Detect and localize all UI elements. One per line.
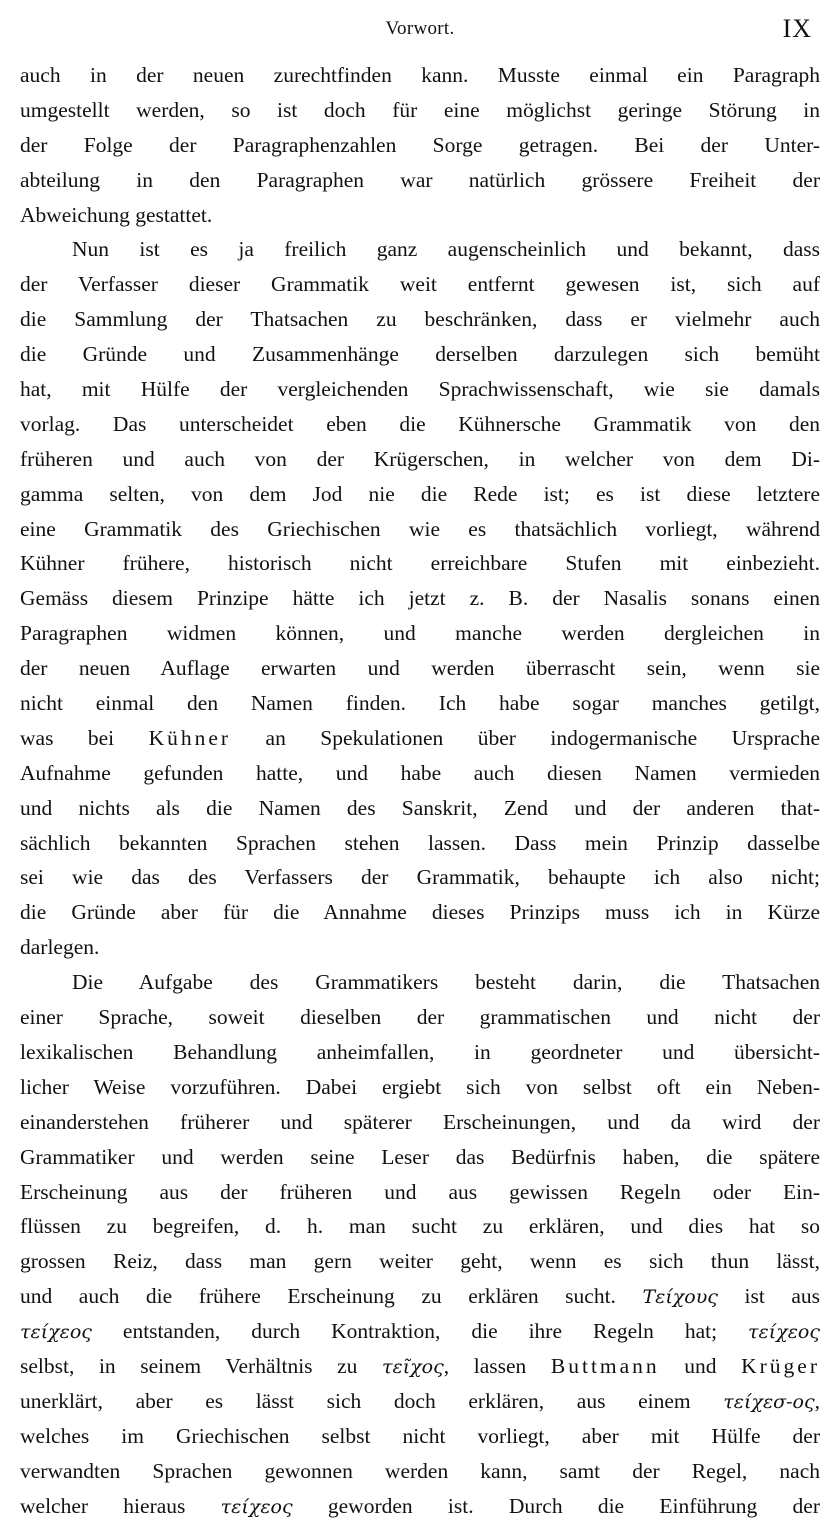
- text-line: die Sammlung der Thatsachen zu beschränken, dass er vielmehr auch: [20, 307, 820, 332]
- text-line: gamma selten, von dem Jod nie die Rede ist; es ist diese letztere: [20, 481, 820, 506]
- text-line: umgestellt werden, so ist doch für eine möglichst geringe Störung in: [20, 97, 820, 122]
- paragraph-start: Nun ist es ja freilich ganz augenscheinlich und bekannt, dass: [72, 237, 820, 262]
- text-line: vorlag. Das unterscheidet eben die Kühnersche Grammatik von den: [20, 411, 820, 436]
- text-line: τείχεος entstanden, durch Kontraktion, die ihre Regeln hat; τείχεος: [20, 1319, 820, 1344]
- page-number: IX: [782, 14, 812, 43]
- text-line: grossen Reiz, dass man gern weiter geht, wenn es sich thun lässt,: [20, 1249, 820, 1274]
- greek-word: Τείχους: [642, 1286, 718, 1309]
- text-line: die Gründe aber für die Annahme dieses Prinzips muss ich in Kürze: [20, 900, 820, 925]
- text-line: darlegen.: [20, 935, 100, 960]
- text-line: und nichts als die Namen des Sanskrit, Zend und der anderen that-: [20, 795, 820, 820]
- text-line: licher Weise vorzuführen. Dabei ergiebt sich von selbst oft ein Neben-: [20, 1074, 820, 1099]
- text-line: was bei Kühner an Spekulationen über indogermanische Ursprache: [20, 725, 820, 750]
- running-head: [20, 8, 820, 48]
- text-line: Grammatiker und werden seine Leser das Bedürfnis haben, die spätere: [20, 1144, 820, 1169]
- text-line: lexikalischen Behandlung anheimfallen, in geordneter und übersicht-: [20, 1039, 820, 1064]
- greek-word: τείχεος: [220, 1495, 293, 1518]
- text-line: früheren und auch von der Krügerschen, in welcher von dem Di-: [20, 446, 820, 471]
- paragraph-start: Die Aufgabe des Grammatikers besteht darin, die Thatsachen: [72, 970, 820, 995]
- text-line: einer Sprache, soweit dieselben der grammatischen und nicht der: [20, 1005, 820, 1030]
- greek-word: τείχεσ-ος: [723, 1390, 815, 1413]
- text-line: Aufnahme gefunden hatte, und habe auch diesen Namen vermieden: [20, 760, 820, 785]
- text-line: Erscheinung aus der früheren und aus gewissen Regeln oder Ein-: [20, 1179, 820, 1204]
- text-line: auch in der neuen zurechtfinden kann. Musste einmal ein Paragraph: [20, 63, 820, 87]
- text-line: der Verfasser dieser Grammatik weit entfernt gewesen ist, sich auf: [20, 272, 820, 297]
- text-line: Paragraphen widmen können, und manche werden dergleichen in: [20, 621, 820, 646]
- body-text: [20, 58, 820, 1523]
- text-line: flüssen zu begreifen, d. h. man sucht zu erklären, und dies hat so: [20, 1214, 820, 1239]
- greek-word: τείχεος: [748, 1321, 820, 1344]
- text-line: eine Grammatik des Griechischen wie es thatsächlich vorliegt, während: [20, 516, 820, 541]
- text-line: Kühner frühere, historisch nicht erreichbare Stufen mit einbezieht.: [20, 551, 820, 576]
- text-line: abteilung in den Paragraphen war natürlich grössere Freiheit der: [20, 167, 820, 192]
- greek-word: τείχεος: [20, 1321, 92, 1344]
- running-title: Vorwort.: [385, 18, 455, 39]
- text-line: der Folge der Paragraphenzahlen Sorge getragen. Bei der Unter-: [20, 132, 820, 157]
- spaced-name: Buttmann: [550, 1353, 660, 1378]
- text-line: einanderstehen früherer und späterer Erscheinungen, und da wird der: [20, 1109, 820, 1134]
- text-line: der neuen Auflage erwarten und werden überrascht sein, wenn sie: [20, 656, 820, 681]
- text-line: und auch die frühere Erscheinung zu erklären sucht. Τείχους ist aus: [20, 1284, 820, 1309]
- spaced-name: Kühner: [148, 725, 232, 750]
- text-line: selbst, in seinem Verhältnis zu τεῖχος, lassen Buttmann und Krüger: [20, 1353, 820, 1378]
- text-line: welches im Griechischen selbst nicht vorliegt, aber mit Hülfe der: [20, 1423, 820, 1448]
- text-line: verwandten Sprachen gewonnen werden kann, samt der Regel, nach: [20, 1458, 820, 1483]
- text-line: die Gründe und Zusammenhänge derselben darzulegen sich bemüht: [20, 342, 820, 367]
- greek-word: τεῖχος: [382, 1355, 444, 1378]
- text-line: sächlich bekannten Sprachen stehen lassen. Dass mein Prinzip dasselbe: [20, 830, 820, 855]
- text-line: Abweichung gestattet.: [20, 202, 213, 227]
- text-line: welcher hieraus τείχεος geworden ist. Durch die Einführung der: [20, 1493, 820, 1518]
- text-line: unerklärt, aber es lässt sich doch erklären, aus einem τείχεσ-ος,: [20, 1388, 820, 1413]
- text-line: hat, mit Hülfe der vergleichenden Sprachwissenschaft, wie sie damals: [20, 377, 820, 402]
- text-line: sei wie das des Verfassers der Grammatik, behaupte ich also nicht;: [20, 865, 820, 890]
- text-line: nicht einmal den Namen finden. Ich habe sogar manches getilgt,: [20, 691, 820, 716]
- spaced-name: Krüger: [741, 1353, 820, 1378]
- text-line: Gemäss diesem Prinzipe hätte ich jetzt z. B. der Nasalis sonans einen: [20, 586, 820, 611]
